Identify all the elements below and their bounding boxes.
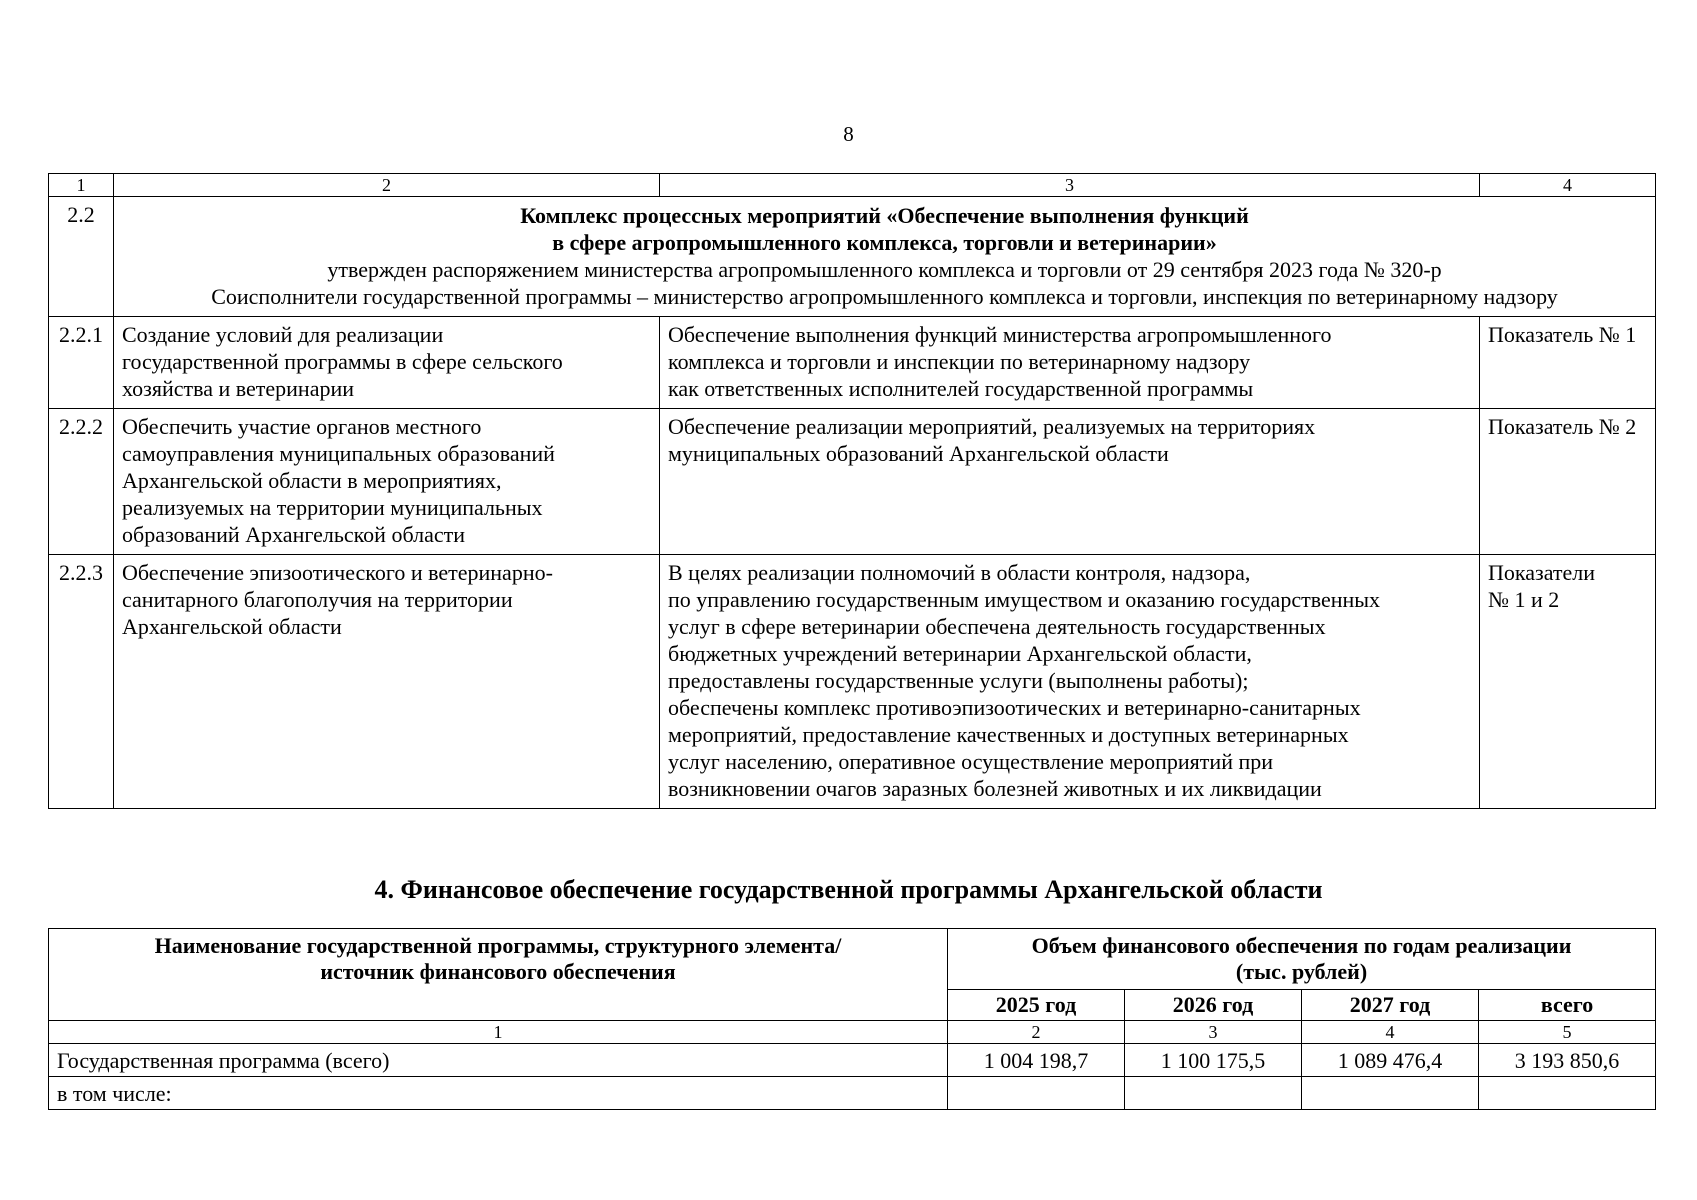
task-line: самоуправления муниципальных образований (122, 441, 555, 466)
column-number: 4 (1302, 1021, 1479, 1044)
program-name-cell: Государственная программа (всего) (49, 1044, 948, 1077)
task-line: образований Архангельской области (122, 522, 465, 547)
result-line: как ответственных исполнителей государственной программы (668, 376, 1254, 401)
result-line: обеспечены комплекс противоэпизоотических и ветеринарно-санитарных (668, 695, 1361, 720)
volume-column-header (948, 929, 1656, 990)
group-co-executors-text: Соисполнители государственной программы – министерство агропромышленного комплекса и торговли, инспекция по ветеринарному надзору (211, 284, 1558, 309)
indicator-line: Показатель № 1 (1488, 322, 1637, 347)
group-approved-text: утвержден распоряжением министерства агропромышленного комплекса и торговли от 29 сентября 2023 года № 320-р (327, 257, 1442, 282)
table-row (49, 1044, 1656, 1077)
row-number: 2.2.1 (49, 317, 114, 409)
result-line: Обеспечение выполнения функций министерства агропромышленного (668, 322, 1332, 347)
finance-table (48, 928, 1656, 1110)
section-heading: 4. Финансовое обеспечение государственной программы Архангельской области (374, 875, 1323, 904)
group-number: 2.2 (49, 197, 114, 317)
finance-header-row (49, 929, 1656, 990)
result-line: услуг населению, оперативное осуществление мероприятий при (668, 749, 1274, 774)
group-row (49, 197, 1656, 317)
result-line: мероприятий, предоставление качественных и доступных ветеринарных (668, 722, 1349, 747)
value-cell (1302, 1077, 1479, 1110)
volume-header-line: (тыс. рублей) (1235, 959, 1368, 984)
table-row (49, 1077, 1656, 1110)
task-line: хозяйства и ветеринарии (122, 376, 355, 401)
year-header: 2025 год (948, 990, 1125, 1021)
column-number: 3 (660, 174, 1480, 197)
page-number: 8 (843, 122, 854, 146)
row-number: 2.2.3 (49, 555, 114, 809)
table-row (49, 409, 1656, 555)
column-numbers-row (49, 174, 1656, 197)
column-number: 2 (114, 174, 660, 197)
column-number: 3 (1125, 1021, 1302, 1044)
task-cell (114, 409, 660, 555)
name-header-line: Наименование государственной программы, структурного элемента/ (154, 933, 842, 958)
task-line: Обеспечить участие органов местного (122, 414, 482, 439)
indicator-line: № 1 и 2 (1488, 587, 1560, 612)
result-cell (660, 555, 1480, 809)
value-cell (948, 1077, 1125, 1110)
group-title-line: Комплекс процессных мероприятий «Обеспечение выполнения функций (520, 203, 1249, 228)
value-cell: 1 089 476,4 (1302, 1044, 1479, 1077)
result-line: муниципальных образований Архангельской области (668, 441, 1169, 466)
table-row (49, 555, 1656, 809)
indicator-cell (1480, 317, 1656, 409)
column-number: 2 (948, 1021, 1125, 1044)
task-line: Создание условий для реализации (122, 322, 444, 347)
task-line: санитарного благополучия на территории (122, 587, 513, 612)
task-cell (114, 317, 660, 409)
value-cell: 1 100 175,5 (1125, 1044, 1302, 1077)
indicator-line: Показатели (1488, 560, 1596, 585)
value-cell (1125, 1077, 1302, 1110)
result-line: комплекса и торговли и инспекции по ветеринарному надзору (668, 349, 1251, 374)
result-line: предоставлены государственные услуги (выполнены работы); (668, 668, 1249, 693)
group-header (114, 197, 1656, 317)
task-line: Архангельской области в мероприятиях, (122, 468, 502, 493)
name-header-line: источник финансового обеспечения (320, 959, 676, 984)
result-line: В целях реализации полномочий в области контроля, надзора, (668, 560, 1251, 585)
result-line: бюджетных учреждений ветеринарии Архангельской области, (668, 641, 1252, 666)
task-line: реализуемых на территории муниципальных (122, 495, 543, 520)
activities-table (48, 173, 1656, 809)
result-cell (660, 409, 1480, 555)
result-line: Обеспечение реализации мероприятий, реализуемых на территориях (668, 414, 1316, 439)
result-line: по управлению государственным имуществом и оказанию государственных (668, 587, 1381, 612)
value-cell: 1 004 198,7 (948, 1044, 1125, 1077)
result-line: возникновении очагов заразных болезней животных и их ликвидации (668, 776, 1322, 801)
result-cell (660, 317, 1480, 409)
column-number: 5 (1479, 1021, 1656, 1044)
task-line: государственной программы в сфере сельского (122, 349, 563, 374)
program-name-cell: в том числе: (49, 1077, 948, 1110)
group-title-line: в сфере агропромышленного комплекса, торговли и ветеринарии» (552, 230, 1217, 255)
column-number: 1 (49, 174, 114, 197)
volume-header-line: Объем финансового обеспечения по годам реализации (1031, 933, 1572, 958)
task-line: Архангельской области (122, 614, 342, 639)
column-number: 4 (1480, 174, 1656, 197)
indicator-cell (1480, 409, 1656, 555)
value-cell: 3 193 850,6 (1479, 1044, 1656, 1077)
table-row (49, 317, 1656, 409)
name-column-header (49, 929, 948, 1021)
column-number: 1 (49, 1021, 948, 1044)
total-header: всего (1479, 990, 1656, 1021)
year-header: 2027 год (1302, 990, 1479, 1021)
result-line: услуг в сфере ветеринарии обеспечена деятельность государственных (668, 614, 1326, 639)
task-cell (114, 555, 660, 809)
task-line: Обеспечение эпизоотического и ветеринарно- (122, 560, 553, 585)
year-header: 2026 год (1125, 990, 1302, 1021)
indicator-line: Показатель № 2 (1488, 414, 1637, 439)
value-cell (1479, 1077, 1656, 1110)
row-number: 2.2.2 (49, 409, 114, 555)
column-numbers-row (49, 1021, 1656, 1044)
indicator-cell (1480, 555, 1656, 809)
